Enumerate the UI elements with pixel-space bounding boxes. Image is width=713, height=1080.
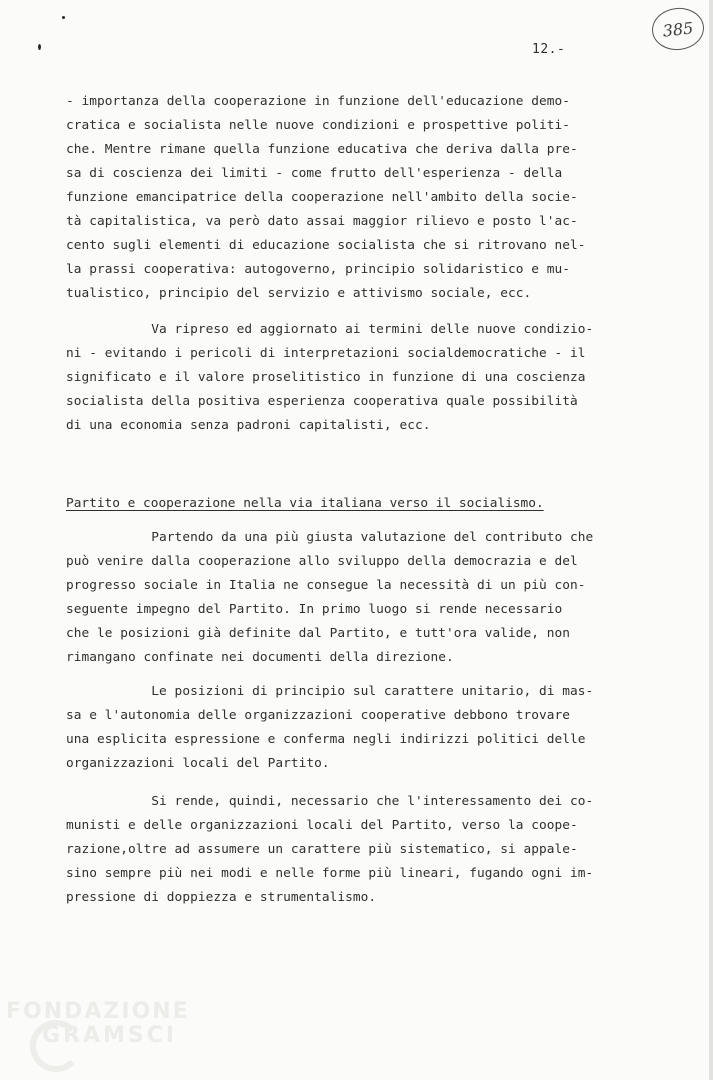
text-line: cento sugli elementi di educazione socialista che si ritrovano nel- [66, 238, 586, 253]
text-line: di una economia senza padroni capitalisti, ecc. [66, 418, 431, 433]
page-number: 12.- [532, 42, 566, 57]
text-line: Si rende, quindi, necessario che l'interessamento dei co- [66, 794, 594, 809]
text-line: - importanza della cooperazione in funzione dell'educazione demo- [66, 94, 571, 109]
text-line: Le posizioni di principio sul carattere unitario, di mas- [66, 684, 594, 699]
text-line: ni - evitando i pericoli di interpretazioni socialdemocratiche - il [66, 346, 586, 361]
text-line: razione,oltre ad assumere un carattere più sistematico, si appale- [66, 842, 578, 857]
paragraph-4 [66, 680, 651, 776]
text-line: sa e l'autonomia delle organizzazioni cooperative debbono trovare [66, 708, 571, 723]
text-line: sino sempre più nei modi e nelle forme più lineari, fugando ogni im- [66, 866, 594, 881]
paragraph-3 [66, 526, 651, 670]
section-heading: Partito e cooperazione nella via italiana verso il socialismo. [66, 496, 544, 511]
ink-speck [62, 16, 65, 19]
archive-number-stamp [650, 5, 706, 52]
paragraph-5 [66, 790, 651, 910]
text-line: pressione di doppiezza e strumentalismo. [66, 890, 377, 905]
text-line: significato e il valore proselitistico in funzione di una coscienza [66, 370, 586, 385]
paragraph-1 [66, 90, 651, 306]
watermark-line-1: FONDAZIONE [6, 999, 190, 1024]
archive-number: 385 [661, 17, 695, 41]
text-line: una esplicita espressione e conferma negli indirizzi politici delle [66, 732, 586, 747]
page-edge [709, 0, 713, 1080]
text-line: può venire dalla cooperazione allo sviluppo della democrazia e del [66, 554, 578, 569]
text-line: seguente impegno del Partito. In primo luogo si rende necessario [66, 602, 563, 617]
paragraph-2 [66, 318, 651, 438]
text-line: rimangano confinate nei documenti della direzione. [66, 650, 454, 665]
watermark-line-2: GRAMSCI [42, 1023, 178, 1048]
watermark [6, 1000, 190, 1048]
text-line: organizzazioni locali del Partito. [66, 756, 330, 771]
text-line: la prassi cooperativa: autogoverno, principio solidaristico e mu- [66, 262, 571, 277]
text-line: progresso sociale in Italia ne consegue la necessità di un più con- [66, 578, 586, 593]
text-line: Va ripreso ed aggiornato ai termini delle nuove condizio- [66, 322, 594, 337]
text-line: tualistico, principio del servizio e attivismo sociale, ecc. [66, 286, 532, 301]
text-line: tà capitalistica, va però dato assai maggior rilievo e posto l'ac- [66, 214, 578, 229]
text-line: che. Mentre rimane quella funzione educativa che deriva dalla pre- [66, 142, 578, 157]
text-line: munisti e delle organizzazioni locali del Partito, verso la coope- [66, 818, 578, 833]
text-line: Partendo da una più giusta valutazione del contributo che [66, 530, 594, 545]
text-line: socialista della positiva esperienza cooperativa quale possibilità [66, 394, 578, 409]
text-line: cratica e socialista nelle nuove condizioni e prospettive politi- [66, 118, 571, 133]
text-line: che le posizioni già definite dal Partito, e tutt'ora valide, non [66, 626, 571, 641]
ink-speck [38, 44, 41, 50]
text-line: funzione emancipatrice della cooperazione nell'ambito della socie- [66, 190, 578, 205]
text-line: sa di coscienza dei limiti - come frutto dell'esperienza - della [66, 166, 563, 181]
